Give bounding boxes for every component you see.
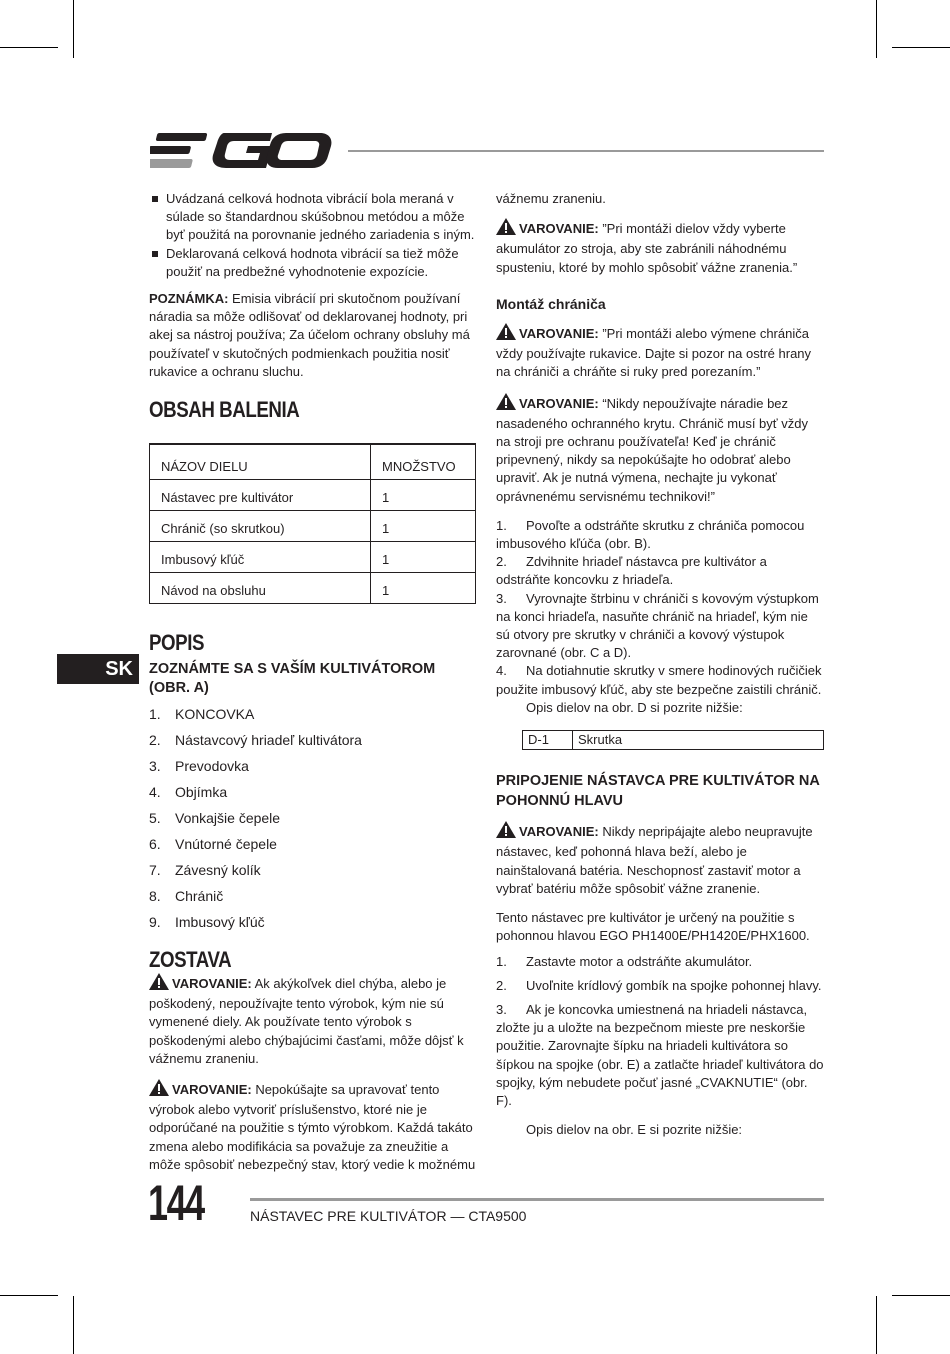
page-number: 144 — [148, 1175, 204, 1231]
table-cell: 1 — [371, 480, 476, 511]
warning-paragraph: VAROVANIE: “Nikdy nepoužívajte náradie bez nasadeného ochranného krytu. Chránič musí byť vždy na stroji pre ochranu používateľa! Keď je chránič pripevnený, nikdy sa nepokúšajte ho odobrať alebo upraviť. Ak je nutná výmena, nechajte ju vykonať oprávnenému servisnému technikovi!” — [496, 393, 824, 506]
list-item: 1. Zastavte motor a odstráňte akumulátor. — [496, 953, 753, 969]
note-text: Emisia vibrácií pri skutočnom používaní náradia sa môže odlišovať od deklarovanej hodnoty, pri akej sa nástroj používa; Za účelom ochrany obsluhy má používateľ v skutočných podmienkach použitia nosiť rukavice a ochranu sluchu. — [149, 291, 470, 379]
table-cell: Návod na obsluhu — [150, 573, 371, 604]
right-column — [496, 190, 824, 1139]
table-cell: 1 — [371, 511, 476, 542]
warning-icon — [496, 323, 516, 345]
table-row — [150, 542, 476, 573]
warning-paragraph: VAROVANIE: ”Pri montáži dielov vždy vyberte akumulátor zo stroja, aby ste zabránili náhodnému spusteniu, ktoré by mohlo spôsobiť vážne zranenia.” — [496, 218, 824, 277]
see-figure-e: Opis dielov na obr. E si pozrite nižšie: — [526, 1122, 743, 1138]
table-row — [150, 480, 476, 511]
list-item: 2. Uvoľnite krídlový gombík na spojke pohonnej hlavy. — [496, 977, 822, 993]
list-item: 3. Ak je koncovka umiestnená na hriadeli nástavca, zložte ju a uložte na bezpečnom mieste pre neskoršie použitie. Zarovnajte šípku na hriadeli kultivátora so šípkou na spojke (obr. E) a zatlačte hriadeľ kultivátora do spojky, kým nebudete počuť jasné „CVAKNUTIE“ (obr. F). — [496, 1001, 824, 1108]
table-cell: Imbusový kľúč — [150, 542, 371, 573]
continued-text: vážnemu zraneniu. — [496, 191, 606, 206]
footer-rule — [250, 1198, 824, 1201]
table-cell: Nástavec pre kultivátor — [150, 480, 371, 511]
crop-mark — [876, 1296, 877, 1354]
table-row — [150, 573, 476, 604]
list-item: 1. KONCOVKA — [149, 705, 255, 722]
warning-paragraph: VAROVANIE: Ak akýkoľvek diel chýba, alebo je poškodený, nepoužívajte tento výrobok, kým nie sú vymenené diely. Ak používate tento výrobok s poškodenými alebo chýbajúcimi časťami, môže dôjsť k vážnemu zraneniu. — [149, 973, 479, 1068]
description-title: POPIS — [149, 630, 205, 656]
attach-steps — [496, 953, 824, 1111]
warning-icon — [149, 973, 169, 995]
list-item: 3. Prevodovka — [149, 757, 249, 774]
warning-paragraph: VAROVANIE: ”Pri montáži alebo výmene chrániča vždy používajte rukavice. Dajte si pozor na ostré hrany na chrániči a chráňte si ruky pred porezaním.” — [496, 323, 824, 382]
packing-table — [149, 443, 476, 604]
list-item: 1. Povoľte a odstráňte skrutku z chrániča pomocou imbusového kľúča (obr. B). — [496, 517, 805, 552]
list-item: 2. Nástavcový hriadeľ kultivátora — [149, 731, 362, 748]
table-row — [523, 731, 824, 750]
list-item: 4. Objímka — [149, 783, 228, 800]
note-paragraph — [149, 290, 479, 381]
assembly-title: ZOSTAVA — [149, 946, 232, 972]
table-cell: Chránič (so skrutkou) — [150, 511, 371, 542]
warning-icon — [149, 1079, 169, 1101]
packing-title: OBSAH BALENIA — [149, 397, 300, 423]
parts-list — [149, 705, 479, 939]
list-item: 7. Závesný kolík — [149, 861, 261, 878]
crop-mark — [892, 47, 950, 48]
list-item: 9. Imbusový kľúč — [149, 913, 265, 930]
bullet-item: Deklarovaná celková hodnota vibrácií sa tiež môže použiť na predbežné vyhodnotenie expozície. — [149, 245, 479, 281]
see-figure-d: Opis dielov na obr. D si pozrite nižšie: — [526, 699, 743, 715]
table-cell: Skrutka — [573, 731, 824, 750]
guard-steps — [496, 517, 824, 699]
warning-icon — [496, 821, 516, 843]
footer-title: NÁSTAVEC PRE KULTIVÁTOR — CTA9500 — [250, 1208, 527, 1224]
warning-icon — [496, 218, 516, 240]
attach-title: PRIPOJENIE NÁSTAVCA PRE KULTIVÁTOR NA POHONNÚ HLAVU — [496, 773, 820, 810]
list-item: 5. Vonkajšie čepele — [149, 809, 281, 826]
table-header: MNOŽSTVO — [371, 444, 476, 480]
guard-title: Montáž chrániča — [496, 295, 606, 312]
crop-mark — [0, 47, 58, 48]
list-item: 3. Vyrovnajte štrbinu v chrániči s kovovým výstupkom na konci hriadeľa, nasuňte chránič na hriadeľ, kým nie sú otvory pre skrutky v chrániči a kovový výstupok zarovnané (obr. C a D). — [496, 590, 819, 661]
list-item: 2. Zdvihnite hriadeľ nástavca pre kultivátor a odstráňte koncovku z hriadeľa. — [496, 554, 767, 588]
table-header: NÁZOV DIELU — [150, 444, 371, 480]
list-item: 6. Vnútorné čepele — [149, 835, 277, 852]
table-cell: D-1 — [523, 731, 573, 750]
ego-logo — [150, 131, 332, 176]
left-column — [149, 190, 479, 1174]
language-tab: SK — [57, 654, 139, 684]
bullet-item: Uvádzaná celková hodnota vibrácií bola meraná v súlade so štandardnou skúšobnou metódou a môže byť použitá na porovnanie jedného zariadenia s iným. — [149, 190, 479, 245]
table-cell: 1 — [371, 573, 476, 604]
warning-paragraph: VAROVANIE: Nikdy nepripájajte alebo neupravujte nástavec, keď pohonná hlava beží, alebo je nainštalovaná batéria. Neschopnosť zastaviť motor a vybrať batériu môže spôsobiť vážne zranenie. — [496, 821, 824, 898]
figure-d-table — [522, 730, 824, 750]
description-subtitle: ZOZNÁMTE SA S VAŠÍM KULTIVÁTOROM (OBR. A) — [149, 661, 436, 696]
intended-use: Tento nástavec pre kultivátor je určený na použitie s pohonnou hlavou EGO PH1400E/PH1420E/PHX1600. — [496, 910, 810, 944]
crop-mark — [73, 1296, 74, 1354]
crop-mark — [0, 1295, 58, 1296]
list-item: 8. Chránič — [149, 887, 224, 904]
header-rule — [348, 150, 824, 152]
warning-paragraph: VAROVANIE: Nepokúšajte sa upravovať tento výrobok alebo vytvoriť príslušenstvo, ktoré nie je odporúčané na použitie s týmto výrobkom. Každá takáto zmena alebo modifikácia sa považuje za zneužitie a môže spôsobiť nebezpečný stav, ktorý vedie k možnému — [149, 1079, 479, 1174]
crop-mark — [876, 0, 877, 58]
warning-icon — [496, 393, 516, 415]
note-label: POZNÁMKA: — [149, 291, 229, 307]
table-cell: 1 — [371, 542, 476, 573]
list-item: 4. Na dotiahnutie skrutky v smere hodinových ručičiek použite imbusový kľúč, aby ste bezpečne zaistili chránič. — [496, 663, 822, 697]
table-row — [150, 511, 476, 542]
crop-mark — [892, 1295, 950, 1296]
crop-mark — [73, 0, 74, 58]
